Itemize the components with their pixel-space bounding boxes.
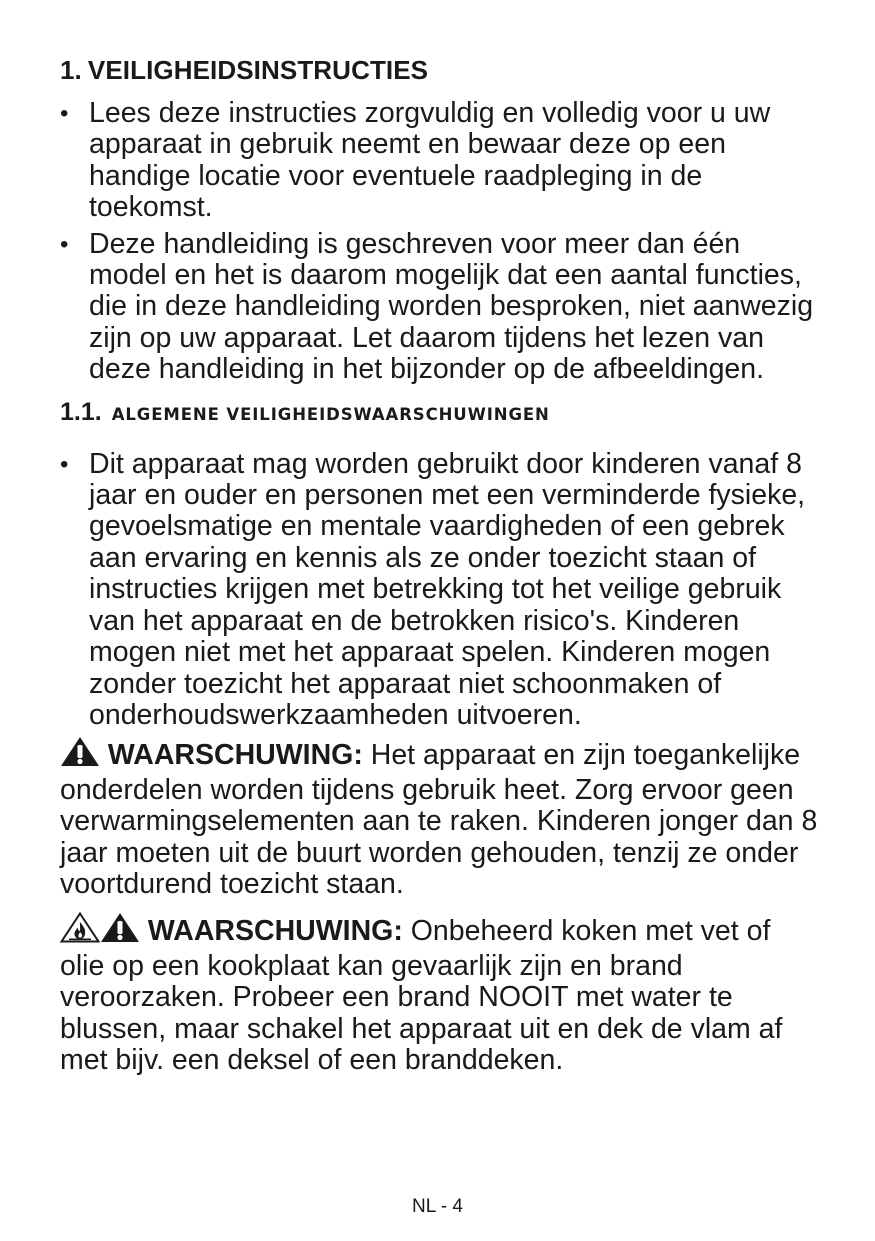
list-item-text: Dit apparaat mag worden gebruikt door kinderen vanaf 8 jaar en ouder en personen met een verminderde fysieke, gevoelsmatige en mentale vaardigheden of een gebrek aan ervaring en kennis als ze onder toezicht staan of instructies krijgen met betrekking tot het veilige gebruik van het apparaat en de betrokken risico's. Kinderen mogen niet met het apparaat spelen. Kinderen mogen zonder toezicht het apparaat niet schoonmaken of onderhoudswerkzaamheden uitvoeren. — [89, 447, 806, 731]
warning-triangle-icon — [60, 736, 100, 774]
subsection-title — [60, 392, 820, 435]
warning-paragraph-fat-fire — [60, 912, 820, 1076]
section-title-text: VEILIGHEIDSINSTRUCTIES — [87, 55, 429, 85]
warning-text: Onbeheerd koken met vet of olie op een kookplaat kan gevaarlijk zijn en brand veroorzaken. Probeer een brand NOOIT met water te blussen, maar schakel het apparaat uit en dek de vlam af met bijv. een deksel of een branddeken. — [60, 915, 783, 1076]
list-item-text: Lees deze instructies zorgvuldig en volledig voor u uw apparaat in gebruik neemt en bewaar deze op een handige locatie voor eventuele raadpleging in de toekomst. — [89, 97, 771, 224]
list-item-text: Deze handleiding is geschreven voor meer dan één model en het is daarom mogelijk dat een aantal functies, die in deze handleiding worden besproken, niet aanwezig zijn op uw apparaat. Let daarom tijdens het lezen van deze handleiding in het bijzonder op de afbeeldingen. — [89, 227, 814, 386]
section-title — [60, 50, 820, 90]
bullet-point: • — [60, 100, 69, 127]
list-item — [60, 229, 820, 386]
fire-hazard-icon — [60, 912, 100, 950]
bullet-point: • — [60, 450, 69, 478]
page-number: NL - 4 — [411, 1196, 464, 1217]
section-number: 1. — [60, 55, 82, 85]
section-bullet-list — [60, 98, 820, 386]
list-item — [60, 449, 820, 732]
subsection-title-text: ALGEMENE VEILIGHEIDSWAARSCHUWINGEN — [111, 404, 550, 424]
warning-label: WAARSCHUWING: — [107, 739, 363, 772]
warning-text: Het apparaat en zijn toegankelijke onderdelen worden tijdens gebruik heet. Zorg ervoor geen verwarmingselementen aan te raken. Kinderen jonger dan 8 jaar moeten uit de buurt worden gehouden, tenzij ze onder voortdurend toezicht staan. — [60, 739, 818, 900]
manual-page — [60, 50, 820, 1076]
subsection-number: 1.1. — [60, 397, 102, 426]
warning-label: WAARSCHUWING: — [147, 915, 403, 948]
warning-paragraph-hot-surfaces — [60, 736, 820, 900]
warning-triangle-icon — [100, 912, 140, 950]
bullet-point: • — [60, 230, 69, 258]
subsection-bullet-list — [60, 449, 820, 732]
list-item — [60, 98, 820, 224]
